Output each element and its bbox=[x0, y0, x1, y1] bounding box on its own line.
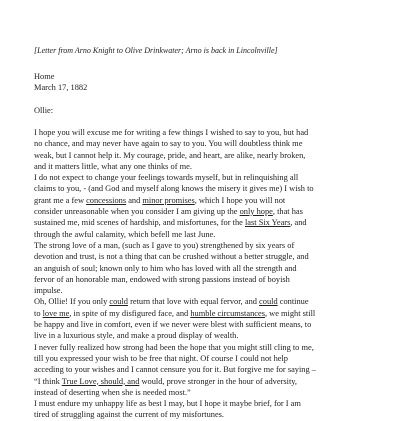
letter-line bbox=[34, 263, 374, 274]
letter-line bbox=[34, 150, 374, 161]
letter-text: Oh, Ollie! If you only bbox=[34, 297, 110, 307]
underlined-text: True Love, should, and bbox=[61, 376, 140, 386]
letter-line bbox=[34, 296, 374, 307]
letter-text: continue bbox=[277, 297, 309, 307]
letter-line bbox=[34, 138, 374, 149]
letter-text: would, prove stronger in the hour of adversity, bbox=[139, 376, 298, 386]
letter-line bbox=[34, 376, 374, 387]
letter-line bbox=[34, 217, 374, 228]
letter-text: tired of struggling against the current of my misfortunes. bbox=[34, 410, 225, 420]
letter-text: and bbox=[126, 195, 143, 205]
letter-text: , we might still bbox=[264, 308, 316, 318]
letter-line bbox=[34, 274, 374, 285]
letter-line bbox=[34, 353, 374, 364]
letter-text: till you expressed your wish to be free that night. Of course I could not help bbox=[34, 353, 288, 363]
letter-text: be happy and live in comfort, even if we never were blest with sufficient means, to bbox=[34, 320, 312, 330]
letter-line bbox=[34, 398, 374, 409]
letter-text: through the awful calamity, which befell me last June. bbox=[34, 229, 216, 239]
letter-text: to bbox=[34, 308, 43, 318]
letter-line bbox=[34, 161, 374, 172]
underlined-text: humble circumstances bbox=[190, 308, 265, 318]
letter-text: impulse. bbox=[34, 286, 63, 296]
letter-line bbox=[34, 342, 374, 353]
letter-text: an anguish of soul; known only to him who has loved with all the strength and bbox=[34, 263, 297, 273]
underlined-text: could bbox=[109, 297, 128, 307]
letter-text: The strong love of a man, (such as I gave to you) strengthened by six years of bbox=[34, 240, 295, 250]
underlined-text: last Six Years bbox=[244, 218, 291, 228]
letter-text: acceding to your wishes and I cannot censure you for it. But forgive me for saying – bbox=[34, 365, 316, 375]
letter-text: “I think bbox=[34, 376, 62, 386]
letter-line bbox=[34, 319, 374, 330]
letter-text: , which I hope you will not bbox=[194, 195, 286, 205]
letter-text: , and bbox=[290, 218, 307, 228]
letter-text: instead of deserting when she is needed most.” bbox=[34, 387, 191, 397]
letter-line bbox=[34, 240, 374, 251]
letter-text: grant me a few bbox=[34, 195, 87, 205]
letter-text: no chance, and may never have again to say to you. You will doubtless think me bbox=[34, 139, 303, 149]
letter-text: sustained me, mid scenes of hardship, and misfortunes, for the bbox=[34, 218, 245, 228]
letter-line bbox=[34, 330, 374, 341]
underlined-text: minor promises bbox=[142, 195, 195, 205]
underlined-text: love me bbox=[42, 308, 70, 318]
letter-salutation: Ollie: bbox=[34, 106, 54, 115]
letter-text: I never fully realized how strong had been the hope that you might still cling to me, bbox=[34, 342, 314, 352]
underlined-text: concessions bbox=[86, 195, 127, 205]
letter-body bbox=[34, 127, 374, 421]
letter-text: I must endure my unhappy life as best I may, but I hope it maybe brief, for I am bbox=[34, 399, 301, 409]
letter-line bbox=[34, 285, 374, 296]
letter-line bbox=[34, 206, 374, 217]
letter-line bbox=[34, 387, 374, 398]
letter-text: consider unreasonable when you consider I am giving up the bbox=[34, 207, 240, 217]
letter-text: fervor of an honorable man, endowed with strong passions instead of boyish bbox=[34, 274, 290, 284]
letter-place: Home bbox=[34, 72, 55, 81]
underlined-text: could bbox=[259, 297, 278, 307]
letter-text: and it matters little, what any one thinks of me. bbox=[34, 161, 192, 171]
letter-date: March 17, 1882 bbox=[34, 83, 88, 92]
letter-line bbox=[34, 195, 374, 206]
letter-line bbox=[34, 364, 374, 375]
letter-line bbox=[34, 172, 374, 183]
letter-text: live in a luxurious style, and make a proud display of wealth. bbox=[34, 331, 239, 341]
letter-line bbox=[34, 229, 374, 240]
letter-heading: [Letter from Arno Knight to Olive Drinkwater; Arno is back in Lincolnville] bbox=[34, 46, 278, 55]
letter-line bbox=[34, 183, 374, 194]
letter-text: claims to you, - (and God and myself along knows the misery it gives me) I wish to bbox=[34, 184, 314, 194]
letter-line bbox=[34, 409, 374, 420]
letter-text: I hope you will excuse me for writing a few things I wished to say to you, but had bbox=[34, 128, 309, 137]
letter-text: return that love with equal fervor, and bbox=[127, 297, 260, 307]
letter-line bbox=[34, 251, 374, 262]
letter-text: , in spite of my disfigured face, and bbox=[69, 308, 191, 318]
letter-line bbox=[34, 127, 374, 138]
letter-text: devotion and trust, is not a thing that can be crushed without a better struggle, and bbox=[34, 252, 309, 262]
letter-text: I do not expect to change your feelings towards myself, but in relinquishing all bbox=[34, 173, 299, 183]
underlined-text: only hope bbox=[239, 207, 273, 217]
letter-line bbox=[34, 308, 374, 319]
letter-text: , that has bbox=[272, 207, 303, 217]
letter-text: weak, but I cannot help it. My courage, pride, and heart, are alike, nearly broken, bbox=[34, 150, 306, 160]
